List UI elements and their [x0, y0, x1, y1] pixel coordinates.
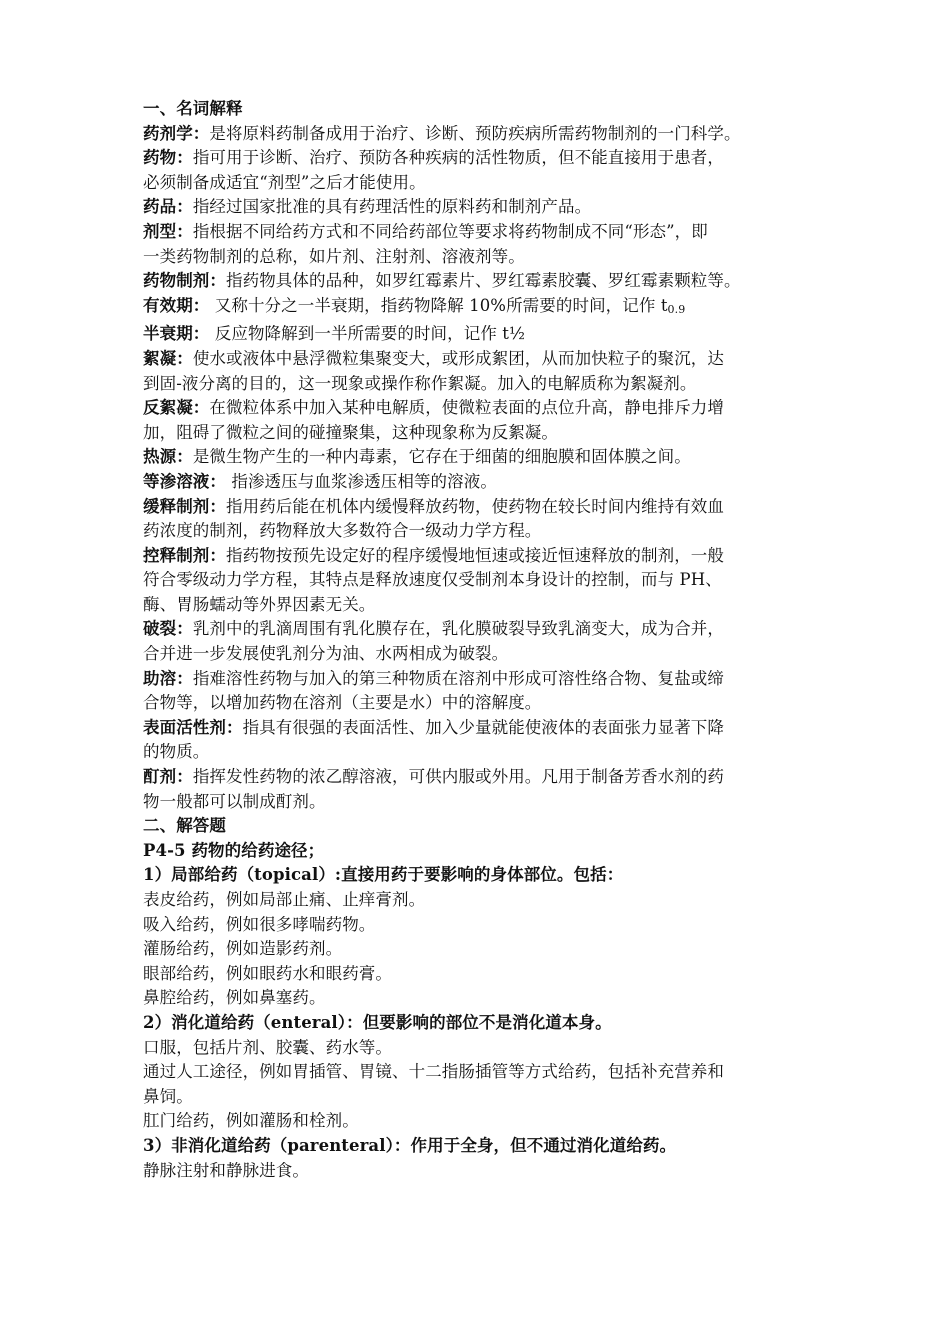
definition-text: 指药物按预先设定好的程序缓慢地恒速或接近恒速释放的制剂，一般: [226, 545, 724, 565]
definition-sustained-release: [143, 495, 815, 520]
definition-text: 是将原料药制备成用于治疗、诊断、预防疾病所需药物制剂的一门科学。: [209, 123, 741, 143]
definition-isotonic: [143, 470, 815, 495]
definition-tincture: [143, 765, 815, 790]
list-item: 灌肠给药，例如造影药剂。: [143, 939, 343, 959]
section-heading-1: 一、名词解释: [143, 99, 243, 118]
term: 剂型：: [143, 221, 193, 241]
question-title: P4-5 药物的给药途径；: [143, 840, 325, 860]
definition-text: 指可用于诊断、治疗、预防各种疾病的活性物质，但不能直接用于患者，: [192, 148, 725, 168]
route-group-title-enteral: 2）消化道给药（enteral）：但要影响的部位不是消化道本身。: [143, 1012, 612, 1032]
definition-medicine: [143, 195, 815, 220]
definition-text: 又称十分之一半衰期，指药物降解 10%所需要的时间，记作 t: [209, 295, 668, 315]
definition-text: 指根据不同给药方式和不同给药部位等要求将药物制成不同“形态”，即: [192, 221, 708, 241]
term: 药剂学：: [143, 123, 210, 143]
route-group-title-parenteral: 3）非消化道给药（parenteral）：作用于全身，但不通过消化道给药。: [143, 1135, 677, 1155]
definition-text: 指难溶性药物与加入的第三种物质在溶剂中形成可溶性络合物、复盐或缔: [192, 668, 725, 688]
definition-text: 乳剂中的乳滴周围有乳化膜存在，乳化膜破裂导致乳滴变大，成为合并，: [192, 619, 725, 639]
term: 表面活性剂：: [143, 717, 243, 737]
definition-surfactant: [143, 716, 815, 741]
definition-controlled-release: [143, 544, 815, 569]
definition-breaking-cont: 合并进一步发展使乳剂分为油、水两相成为破裂。: [143, 644, 509, 664]
route-group-title-topical: 1）局部给药（topical）:直接用药于要影响的身体部位。包括：: [143, 865, 624, 885]
list-item: 口服，包括片剂、胶囊、药水等。: [143, 1037, 392, 1057]
definition-hydrotropy: [143, 667, 815, 692]
definition-drug: [143, 146, 815, 171]
definition-text: 反应物降解到一半所需要的时间，记作 t½: [209, 324, 526, 344]
list-item: 吸入给药，例如很多哮喘药物。: [143, 914, 376, 934]
document-page: [143, 97, 815, 1183]
definition-text: 指渗透压与血浆渗透压相等的溶液。: [226, 471, 497, 491]
list-item: 眼部给药，例如眼药水和眼药膏。: [143, 963, 392, 983]
term: 半衰期：: [143, 324, 210, 344]
definition-surfactant-cont: 的物质。: [143, 742, 210, 762]
term: 助溶：: [143, 668, 193, 688]
definition-text: 指用药后能在机体内缓慢释放药物，使药物在较长时间内维持有效血: [226, 496, 724, 516]
term: 控释制剂：: [143, 545, 226, 565]
definition-pyrogen: [143, 445, 815, 470]
definition-pharmaceutics: [143, 122, 815, 147]
subscript: 0.9: [667, 302, 686, 316]
definition-dosage-form: [143, 220, 815, 245]
list-item: 静脉注射和静脉进食。: [143, 1160, 309, 1180]
term: 絮凝：: [143, 348, 193, 368]
term: 缓释制剂：: [143, 496, 226, 516]
definition-shelf-life: [143, 294, 815, 323]
term: 药物制剂：: [143, 271, 226, 291]
term: 等渗溶液：: [143, 471, 226, 491]
definition-sustained-release-cont: 药浓度的制剂，药物释放大多数符合一级动力学方程。: [143, 521, 542, 541]
definition-hydrotropy-cont: 合物等，以增加药物在溶剂（主要是水）中的溶解度。: [143, 693, 542, 713]
definition-tincture-cont: 物一般都可以制成酊剂。: [143, 791, 326, 811]
term: 酊剂：: [143, 767, 193, 787]
definition-controlled-release-cont: 符合零级动力学方程，其特点是释放速度仅受制剂本身设计的控制，而与 PH、: [143, 570, 722, 590]
term: 有效期：: [143, 295, 210, 315]
definition-text: 使水或液体中悬浮微粒集聚变大，或形成絮团，从而加快粒子的聚沉，达: [192, 348, 725, 368]
definition-text: 指具有很强的表面活性、加入少量就能使液体的表面张力显著下降: [242, 717, 725, 737]
definition-flocculation-cont: 到固-液分离的目的，这一现象或操作称作絮凝。加入的电解质称为絮凝剂。: [143, 373, 697, 393]
list-item: 表皮给药，例如局部止痛、止痒膏剂。: [143, 890, 426, 909]
definition-preparation: [143, 269, 815, 294]
definition-drug-cont: 必须制备成适宜“剂型”之后才能使用。: [143, 172, 426, 192]
definition-text: 指挥发性药物的浓乙醇溶液，可供内服或外用。凡用于制备芳香水剂的药: [192, 767, 725, 787]
section-heading-2: 二、解答题: [143, 816, 226, 836]
definition-text: 指经过国家批准的具有药理活性的原料药和制剂产品。: [192, 197, 592, 217]
definition-text: 在微粒体系中加入某种电解质，使微粒表面的点位升高，静电排斥力增: [209, 398, 725, 418]
definition-breaking: [143, 617, 815, 642]
list-item: 鼻饲。: [143, 1086, 193, 1106]
list-item: 通过人工途径，例如胃插管、胃镜、十二指肠插管等方式给药，包括补充营养和: [143, 1062, 724, 1082]
definition-flocculation: [143, 347, 815, 372]
term: 破裂：: [143, 619, 193, 639]
definition-text: 指药物具体的品种，如罗红霉素片、罗红霉素胶囊、罗红霉素颗粒等。: [226, 271, 741, 291]
term: 药品：: [143, 197, 193, 217]
term: 热源：: [143, 447, 193, 467]
term: 药物：: [143, 148, 193, 168]
list-item: 鼻腔给药，例如鼻塞药。: [143, 988, 326, 1008]
term: 反絮凝：: [143, 398, 210, 418]
list-item: 肛门给药，例如灌肠和栓剂。: [143, 1111, 359, 1131]
definition-text: 是微生物产生的一种内毒素，它存在于细菌的细胞膜和固体膜之间。: [192, 447, 691, 467]
definition-controlled-release-cont: 酶、胃肠蠕动等外界因素无关。: [143, 594, 376, 614]
definition-deflocculation: [143, 396, 815, 421]
definition-half-life: [143, 322, 815, 347]
definition-dosage-form-cont: 一类药物制剂的总称，如片剂、注射剂、溶液剂等。: [143, 246, 525, 266]
definition-deflocculation-cont: 加，阻碍了微粒之间的碰撞聚集，这种现象称为反絮凝。: [143, 422, 558, 442]
